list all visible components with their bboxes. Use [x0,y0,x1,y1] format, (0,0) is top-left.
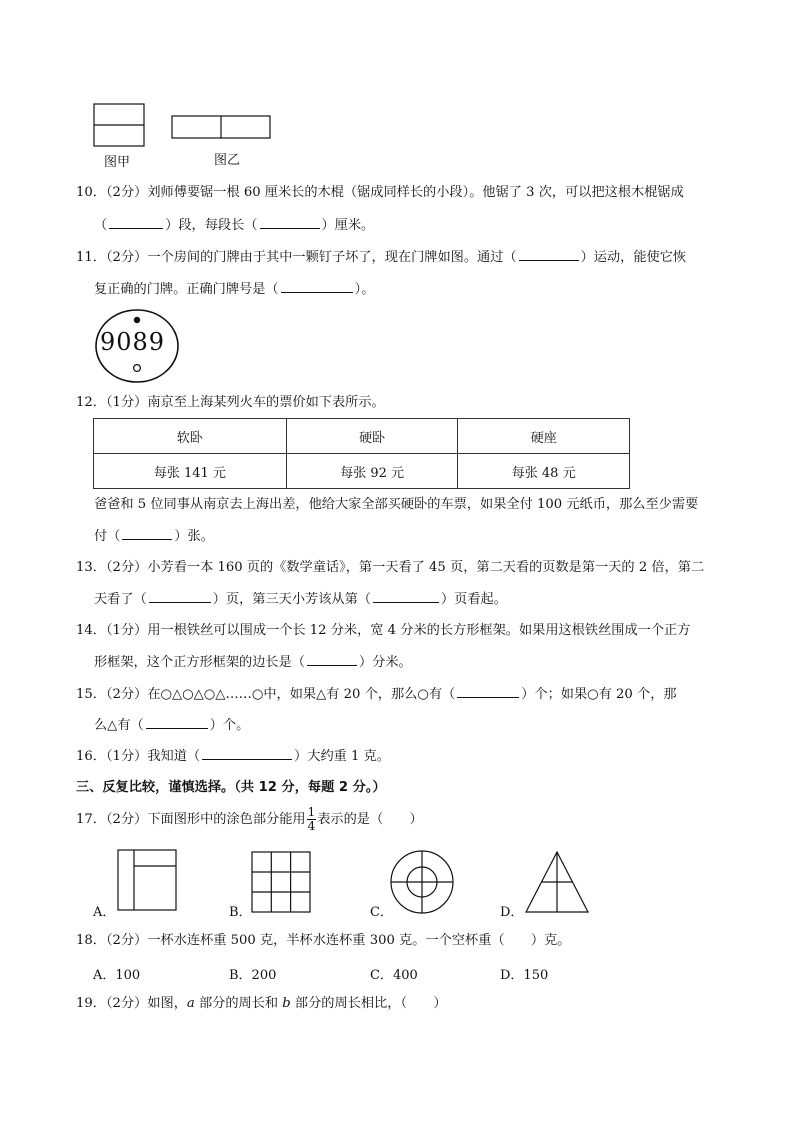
price-hard-sleeper: 每张 92 元 [286,454,458,489]
q11-line2: 复正确的门牌。正确门牌号是（ ）。 [94,279,374,300]
q18-option-b[interactable]: B．200 [229,968,277,983]
q13-blank-day2[interactable] [149,589,211,603]
header-hard-seat: 硬座 [458,419,630,454]
section-3-heading: 三、反复比较，谨慎选择。（共 12 分，每题 2 分。） [76,780,386,795]
q12-line1: 爸爸和 5 位同事从南京去上海出差，他给大家全部买硬卧的车票，如果全付 100 元纸币，那么至少需要 [94,497,699,512]
broken-nail-icon [134,365,141,372]
q17-figure-b [250,850,312,916]
option-c-label[interactable]: C． [370,905,393,920]
q11-line1: 11．（2分）一个房间的门牌由于其中一颗钉子坏了，现在门牌如图。通过（ ）运动，能使它恢 [76,247,686,268]
q17-figure-d [524,850,590,916]
q17-figure-c [388,848,456,916]
q18-line: 18．（2分）一杯水连杯重 500 克，半杯水连杯重 300 克。一个空杯重（ ）克。 [76,933,571,948]
q18-option-d[interactable]: D．150 [500,968,549,983]
q18-option-a[interactable]: A．100 [93,968,141,983]
q10-line2: （ ）段，每段长（ ）厘米。 [94,215,374,236]
q14-blank-side[interactable] [307,652,357,666]
q15-blank-circles[interactable] [457,684,519,698]
table-row [94,454,630,489]
figure-jia-label: 图甲 [104,155,131,170]
q13-blank-start-page[interactable] [373,589,439,603]
q12-line2: 付（ ）张。 [94,526,214,547]
q13-line1: 13．（2分）小芳看一本 160 页的《数学童话》，第一天看了 45 页，第二天看的页数是第一天的 2 倍，第二 [76,560,705,575]
q10-blank-segments[interactable] [109,215,163,229]
q15-blank-triangles[interactable] [146,715,208,729]
q16-line: 16．（1分）我知道（ ）大约重 1 克。 [76,746,390,767]
option-d-label[interactable]: D． [500,905,524,920]
fraction-one-quarter: $\frac{1}{4}$ [307,805,316,833]
nail-icon [134,317,140,323]
q17-figure-a [116,848,178,914]
price-table [93,418,630,489]
q10-line1: 10．（2分）刘师傅要锯一根 60 厘米长的木棍（锯成同样长的小段）。他锯了 3 次，可以把这根木棍锯成 [76,185,684,200]
figure-yi-label: 图乙 [214,153,241,168]
header-hard-sleeper: 硬卧 [286,419,458,454]
table-header-row [94,419,630,454]
q17-line: 17．（2分）下面图形中的涂色部分能用 $\frac{1}{4}$ 表示的是（ ） [76,805,423,833]
q12-blank-bills[interactable] [122,526,172,540]
q19-line: 19．（2分）如图，a 部分的周长和 b 部分的周长相比，（ ） [76,996,447,1011]
q11-blank-motion[interactable] [519,247,579,261]
price-hard-seat: 每张 48 元 [458,454,630,489]
q14-line1: 14．（1分）用一根铁丝可以围成一个长 12 分米，宽 4 分米的长方形框架。如果用这根铁丝围成一个正方 [76,623,691,638]
q10-blank-length[interactable] [260,215,320,229]
door-plate-number: 9089 [100,328,166,356]
q14-line2: 形框架，这个正方形框架的边长是（ ）分米。 [94,652,412,673]
option-b-label[interactable]: B． [229,905,252,920]
q15-line2: 么△有（ ）个。 [94,715,249,736]
q12-intro: 12．（1分）南京至上海某列火车的票价如下表所示。 [76,395,385,410]
price-soft-sleeper: 每张 141 元 [94,454,287,489]
q16-blank-object[interactable] [202,746,292,760]
q13-line2: 天看了（ ）页，第三天小芳该从第（ ）页看起。 [94,589,507,610]
option-a-label[interactable]: A． [93,905,116,920]
q18-option-c[interactable]: C．400 [370,968,418,983]
q15-line1: 15．（2分）在○△○△○△……○中，如果△有 20 个，那么○有（ ）个；如果○有 20 个，那 [76,684,677,705]
header-soft-sleeper: 软卧 [94,419,287,454]
q11-blank-number[interactable] [281,279,353,293]
